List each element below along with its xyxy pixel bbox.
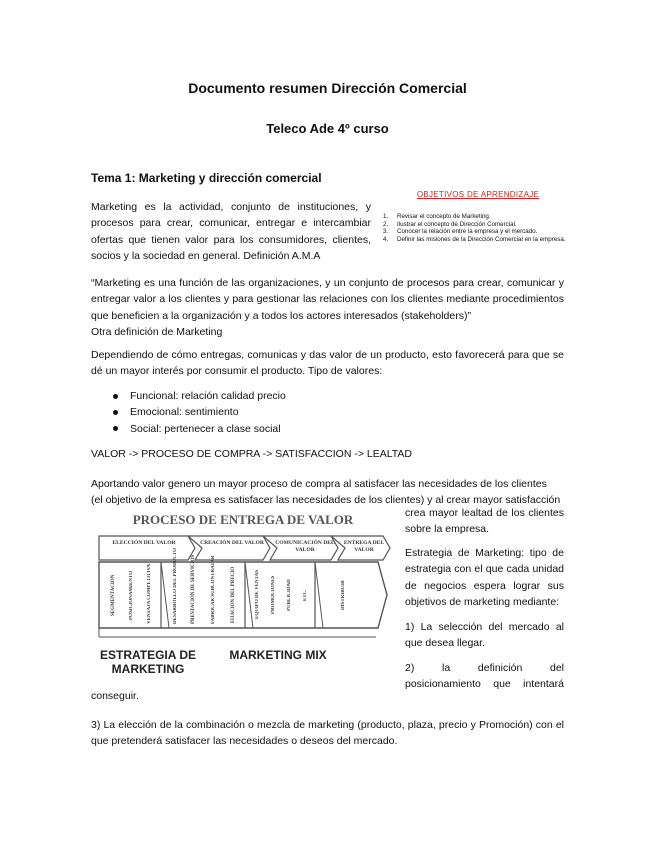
objective-item: 4. Definir las misiones de la Dirección Comercial en la empresa. — [383, 235, 566, 243]
diagram-item: FIJACIÓN DEL PRECIO — [231, 566, 236, 624]
list-item: Social: pertenecer a clase social — [113, 421, 286, 437]
strategy-paragraph: Estrategia de Marketing: tipo de estrategia con el que cada unidad de negocios espera lograr sus objetivos de marketing mediante: — [405, 547, 564, 608]
diagram-item: DISTRIBUIR — [341, 580, 346, 610]
marketing-function-paragraph: “Marketing es una función de las organizaciones, y un conjunto de procesos para crear, comunicar y entregar valor a los clientes y para gestionar las relaciones con los clientes mediante procedimientos que beneficien a la organización y a todos los actores interesados (stakeholders)” Otra definición de Marketing — [91, 277, 564, 338]
header-deliver-value: ENTREGA DEL VALOR — [343, 540, 385, 553]
diagram-item: VENTAJA COMPETITIVA — [147, 564, 152, 624]
diagram-item: POSICIONAMIENTO — [129, 570, 134, 620]
value-types-intro: Dependiendo de cómo entregas, comunicas y das valor de un producto, esto favorecerá para que se dé un mayor interés por consumir el producto. Tipo de valores: — [91, 349, 564, 378]
strategy-point-2: 2) la definición del posicionamiento que intentará — [405, 662, 564, 691]
diagram-label-mix: MARKETING MIX — [229, 648, 327, 662]
value-delivery-diagram — [93, 510, 393, 680]
objective-item: 1. Revisar el concepto de Marketing. — [383, 213, 491, 220]
list-item: Funcional: relación calidad precio — [113, 388, 286, 404]
header-communicate-value: COMUNICACIÓN DEL VALOR — [275, 540, 335, 553]
list-item: Emocional: sentimiento — [113, 404, 286, 420]
diagram-item: ETC. — [303, 589, 308, 601]
value-types-list — [113, 388, 286, 437]
learning-objectives-title: OBJETIVOS DE APRENDIZAJE — [416, 190, 540, 199]
section-heading: Tema 1: Marketing y dirección comercial — [91, 171, 322, 185]
bullet-icon — [113, 426, 118, 431]
diagram-item: EQUIPO DE VENTAS — [255, 570, 260, 620]
document-subtitle: Teleco Ade 4º curso — [266, 121, 389, 136]
bullet-icon — [113, 410, 118, 415]
marketing-definition-paragraph: Marketing es la actividad, conjunto de instituciones, y procesos para crear, comunicar, entregar e intercambiar ofertas que tienen valor para los consumidores, clientes, socios y la sociedad en general. Definición A.M.A — [91, 201, 371, 262]
objective-item: 3. Conocer la relación entre la empresa y el mercado. — [383, 228, 538, 235]
value-process-paragraph: Aportando valor genero un mayor proceso de compra al satisfacer las necesidades de los clientes (el objetivo de la empresa es satisfacer las necesidades de los clientes) y al crear mayor satisfacción — [91, 478, 561, 507]
strategy-point-1: 1) La selección del mercado al que desea llegar. — [405, 621, 564, 650]
bullet-icon — [113, 394, 118, 399]
diagram-item: PUBLICIDAD — [287, 579, 292, 611]
learning-objectives-box — [383, 190, 573, 243]
diagram-title: PROCESO DE ENTREGA DE VALOR — [132, 512, 354, 527]
value-process-paragraph-continued: crea mayor lealtad de los clientes sobre la empresa. — [405, 507, 564, 536]
learning-objectives-list — [383, 213, 573, 243]
diagram-label-strategy: ESTRATEGIA DE MARKETING — [99, 648, 196, 676]
diagram-item: DESARROLLO DEL PRODUCTO — [173, 547, 178, 624]
value-flow-line: VALOR -> PROCESO DE COMPRA -> SATISFACCION -> LEALTAD — [91, 448, 413, 460]
strategy-point-2-tail: conseguir. — [91, 690, 139, 702]
header-choose-value: ELECCIÓN DEL VALOR — [112, 540, 176, 546]
diagram-item: PROMOCIONES — [271, 575, 276, 615]
diagram-item: SEGMENTACIÓN — [111, 574, 116, 616]
diagram-item: FABRICAR SUBCONTRATAR — [211, 555, 216, 624]
header-create-value: CREACIÓN DEL VALOR — [200, 540, 264, 546]
diagram-item: PRESTACIÓN DE SERVICIOS — [191, 554, 196, 624]
strategy-point-3: 3) La elección de la combinación o mezcla de marketing (producto, plaza, precio y Promoción) con el que pretenderá satisfacer las necesidades o deseos del mercado. — [91, 719, 564, 748]
objective-item: 2. Ilustrar el concepto de Dirección Comercial. — [383, 220, 517, 228]
document-title: Documento resumen Dirección Comercial — [188, 80, 467, 96]
